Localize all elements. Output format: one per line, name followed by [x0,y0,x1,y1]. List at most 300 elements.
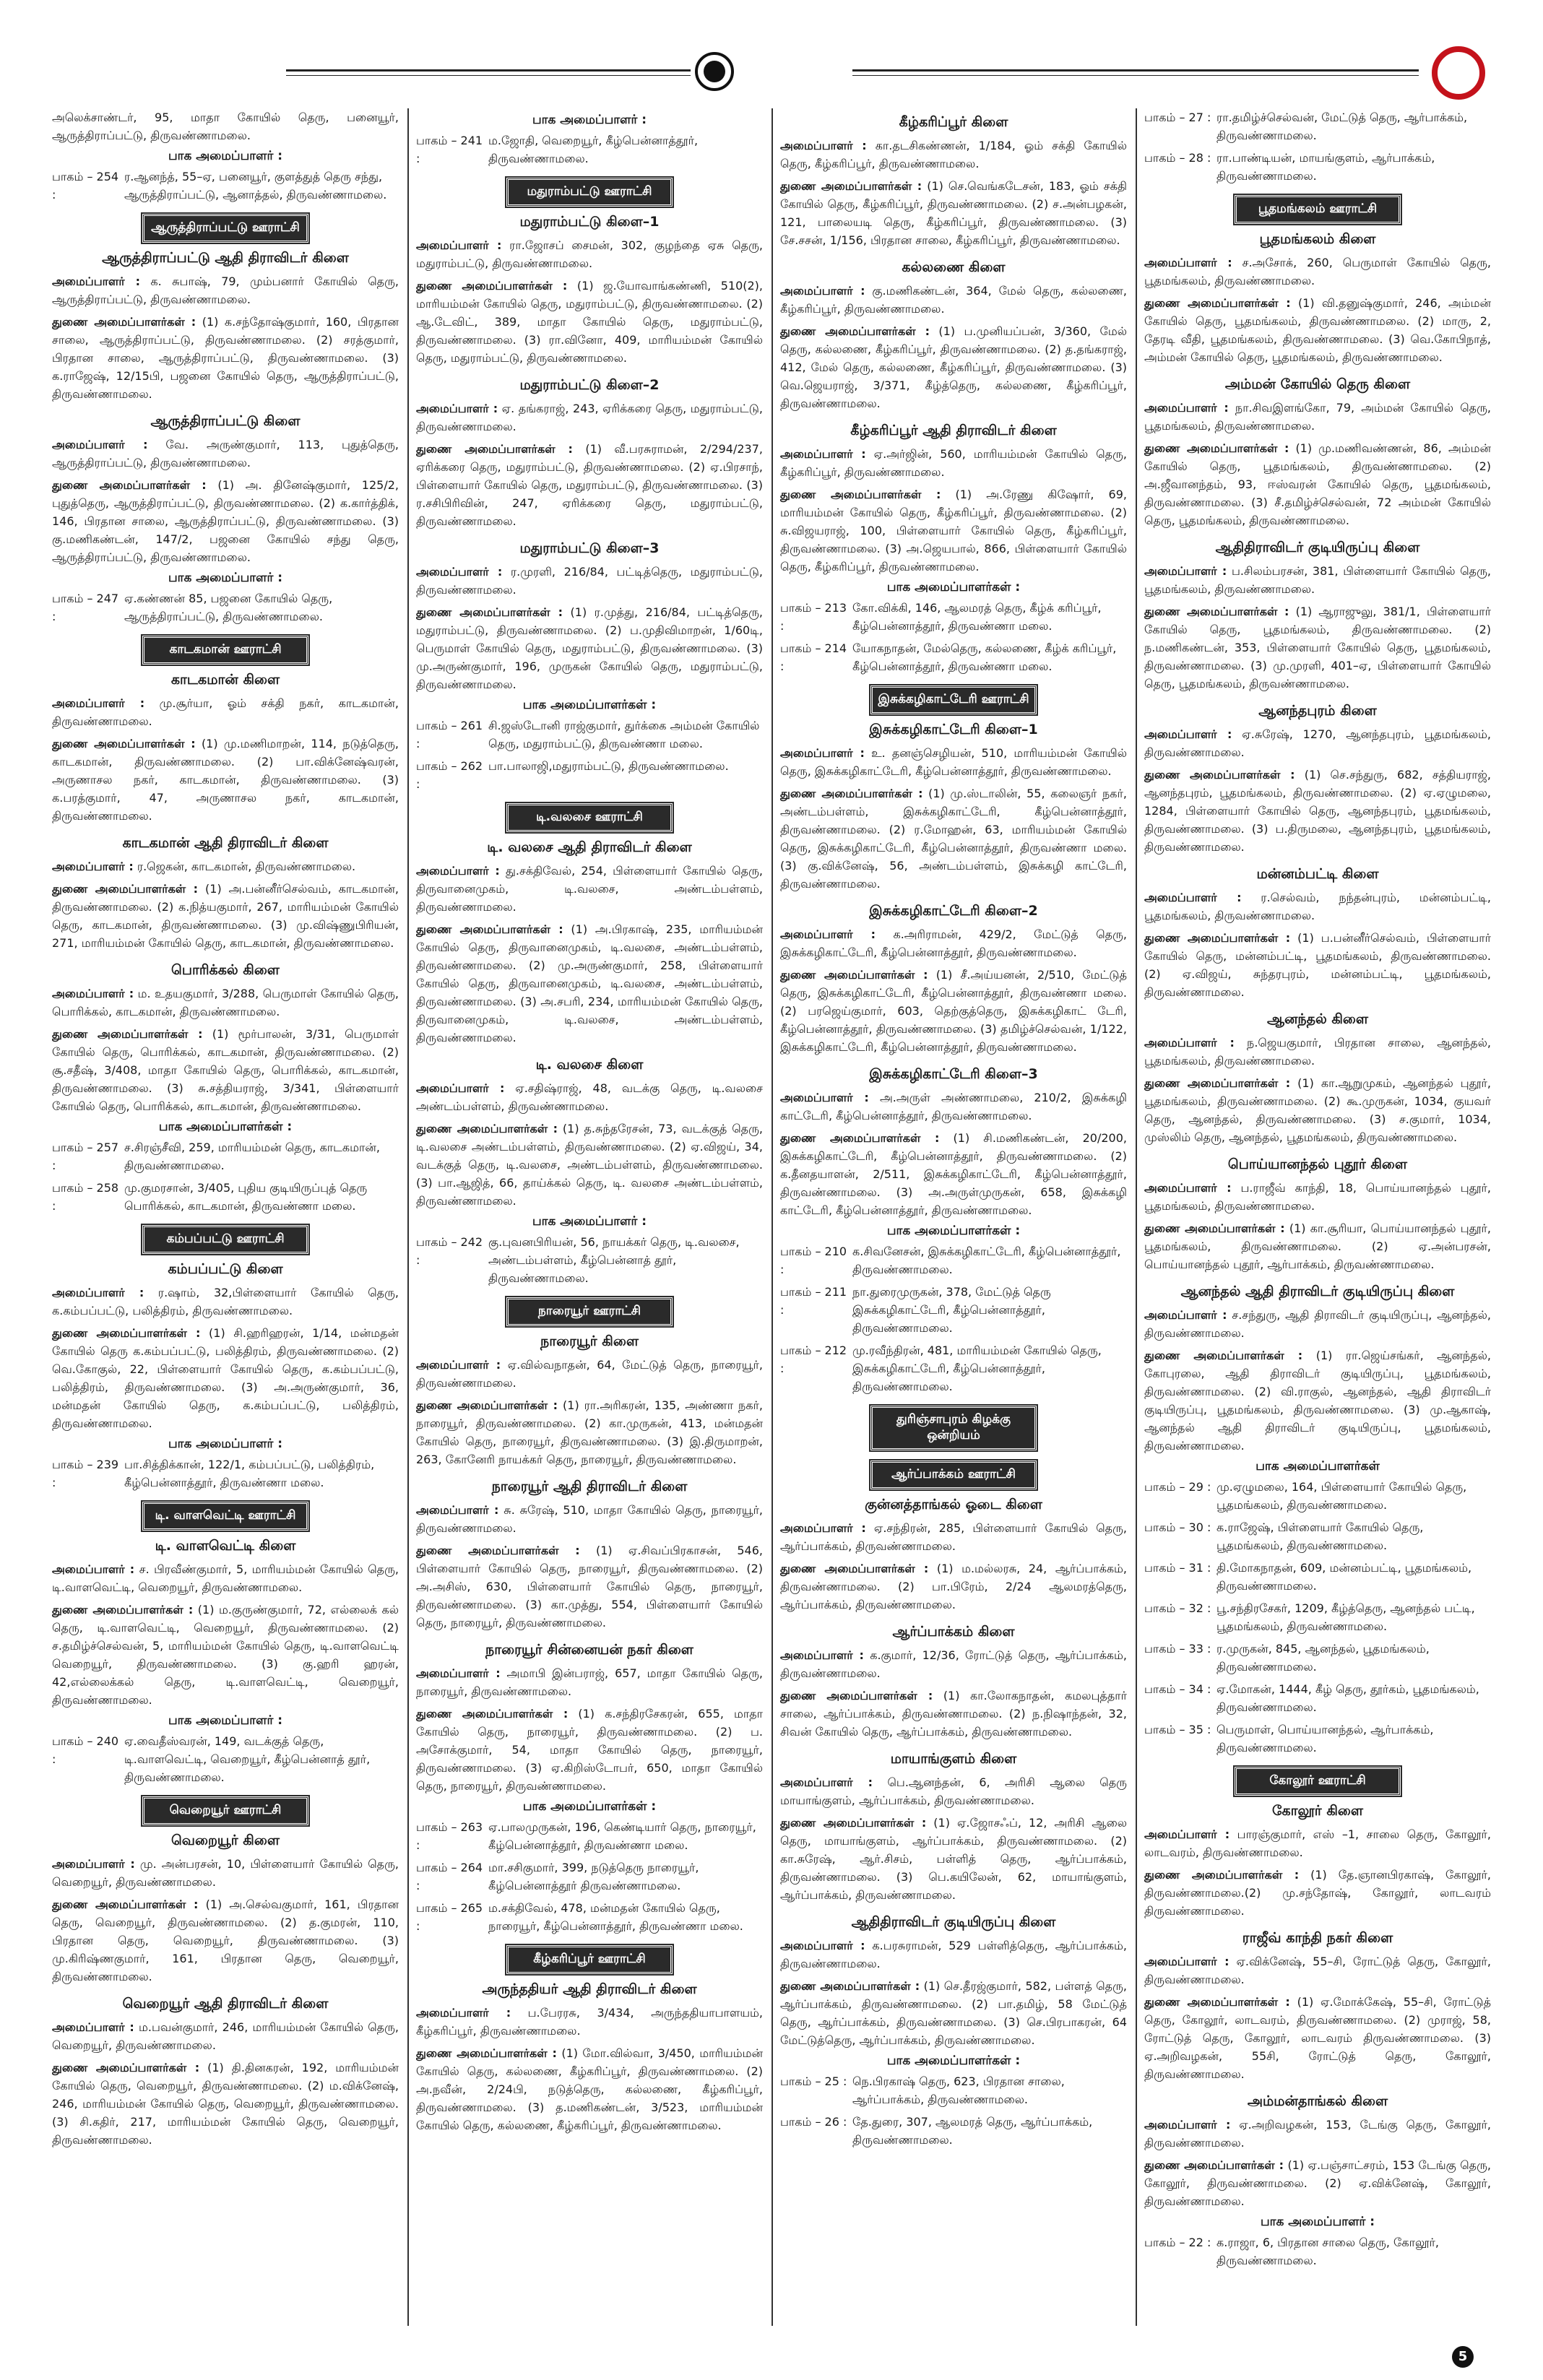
role-label: அமைப்பாளர் : [416,402,498,415]
member-text: ப.பேரரசு, 3/434, அருந்ததியாபாளயம், கீழ்கரிப்பூர், திருவண்ணாமலை. [416,2006,763,2038]
role-label: துணை அமைப்பாளர்கள் : [416,605,563,619]
branch-heading: ராஜீவ் காந்தி நகர் கிளை [1242,1930,1393,1946]
booth-number: பாகம் – 31 : [1144,1561,1211,1575]
column-divider [1136,108,1137,2326]
role-label: அமைப்பாளர் : [416,1666,501,1680]
role-label: அமைப்பாளர் : [780,1775,873,1789]
branch-heading: நாரையூர் கிளை [540,1333,639,1349]
branch-heading: காடகமான் ஆதி திராவிடர் கிளை [122,835,329,851]
booth-detail: பூ.சந்திரசேகர், 1209, கீழ்த்தெரு, ஆனந்தல் பட்டி, பூதமங்கலம், திருவண்ணாமலை. [1216,1601,1475,1633]
member-entry [1144,1219,1491,1273]
panchayat-banner: ஆருத்திராப்பட்டு ஊராட்சி [142,214,308,243]
booth-number: பாகம் – 33 : [1144,1642,1211,1656]
branch-section [52,108,399,204]
member-entry [780,485,1127,576]
branch-section [1144,195,1491,366]
member-text: அமாபி இன்பராஜ், 657, மாதா கோயில் தெரு, நாரையூர், திருவண்ணாமலை. [416,1666,763,1698]
role-label: துணை அமைப்பாளர்கள் : [780,324,930,338]
member-text: (1) அ.பன்னீர்செல்வம், காடகமான், திருவண்ணாமலை. (2) க.நித்யகுமார், 267, மாரியம்மன் கோயில் தெரு, காடகமான், திருவண்ணாமலை. (3) மு.விஷ்ணுபிரியன், 271, மாரியம்மன் கோயில் தெரு, காடகமான், திருவண்ணாமலை. [52,882,399,950]
role-label: அமைப்பாளர் : [416,238,502,252]
booth-heading: பாக அமைப்பாளர்கள் : [522,1799,657,1814]
member-entry [52,880,399,952]
branch-heading: ஆர்ப்பாக்கம் கிளை [892,1624,1015,1640]
role-label: துணை அமைப்பாளர்கள் : [416,442,573,456]
branch-section [1144,1156,1491,1273]
member-entry [52,2059,399,2149]
member-text: (1) தே.ஞானபிரகாஷ், கோலூர், திருவண்ணாமலை.(2) மு.சந்தோஷ், கோலூர், லாடவரம் திருவண்ணாமலை. [1144,1868,1491,1918]
booth-detail: தே.துரை, 307, ஆலமரத் தெரு, ஆர்ப்பாக்கம், திருவண்ணாமலை. [852,2115,1093,2147]
booth-detail: நா.துரைமுருகன், 378, மேட்டுத் தெரு இசுக்கழிகாட்டேரி, கீழ்பென்னாத்தூர், திருவண்ணாமலை. [852,1285,1051,1335]
corner-circle-icon [1432,46,1485,100]
branch-section [780,903,1127,1056]
booth-heading: பாக அமைப்பாளர் : [168,149,283,163]
member-entry [1144,1034,1491,1070]
branch-section [52,214,399,403]
member-text: (1) ஜ.யோவாங்கண்ணி, 510(2), மாரியம்மன் கோயில் தெரு, மதுராம்பட்டு, திருவண்ணாமலை. (2) ஆ.டேவிட், 389, மாதா கோயில் தெரு, மதுராம்பட்டு, திருவண்ணாமலை. (3) ரா.வினோ, 409, மாரியம்மன் கோயில் தெரு, மதுராம்பட்டு, திருவண்ணாமலை. [416,279,763,365]
article-columns [52,108,1491,2326]
column-divider [407,108,409,2326]
column-divider [772,108,773,2326]
role-label: துணை அமைப்பாளர்கள் : [780,1131,940,1145]
booth-row [416,131,763,168]
booth-detail: கு.புவனபிரியன், 56, நாயக்கர் தெரு, டி.வலசை, அண்டம்பள்ளம், கீழ்பென்னாத் தூர், திருவண்ணாமலை. [488,1235,740,1285]
branch-section [1144,703,1491,856]
member-text: கு.மணிகண்டன், 364, மேல் தெரு, கல்லணை, கீழ்கரிப்பூர், திருவண்ணாமலை. [780,284,1127,316]
member-text: (1) ர.முத்து, 216/84, பட்டித்தெரு, மதுராம்பட்டு, திருவண்ணாமலை. (2) ப.முதிவிமாறன், 1/60டி, பெருமாள் கோயில் தெரு, மதுராம்பட்டு, திருவண்ணாமலை. (3) மு.அருண்குமார், 196, முருகன் கோயில் தெரு, மதுராம்பட்டு, திருவண்ணாமலை. [416,605,763,691]
branch-heading: கீழ்கரிப்பூர் ஆதி திராவிடர் கிளை [850,423,1057,438]
role-label: துணை அமைப்பாளர்கள் : [416,922,563,936]
member-entry [416,440,763,530]
role-label: அமைப்பாளர் : [416,864,500,878]
role-label: அமைப்பாளர் : [52,274,141,288]
member-entry [780,137,1127,173]
member-entry [416,1705,763,1795]
member-entry [780,744,1127,780]
column-3 [780,108,1127,2326]
booth-row [52,1732,399,1786]
branch-section [780,685,1127,893]
branch-heading: பொரிக்கல் கிளை [171,962,280,978]
booth-row [416,757,763,793]
member-text: நா.சிவஇளங்கோ, 79, அம்மன் கோயில் தெரு, பூதமங்கலம், திருவண்ணாமலை. [1144,401,1491,433]
role-label: துணை அமைப்பாளர்கள் : [1144,1995,1290,2009]
member-entry [780,1687,1127,1741]
role-label: துணை அமைப்பாளர்கள் : [780,488,941,501]
role-label: துணை அமைப்பாளர்கள் : [780,1816,927,1830]
member-entry [52,436,399,472]
member-text: (1) தி.தினகரன், 192, மாரியம்மன் கோயில் தெரு, வெறையூர், திருவண்ணாமலை. (2) ம.விக்னேஷ், 246, மாரியம்மன் கோயில் தெரு, வெறையூர், திருவண்ணாமலை. (3) சி.கதிர், 217, மாரியம்மன் கோயில் தெரு, வெறையூர், திருவண்ணாமலை. [52,2061,399,2147]
role-label: அமைப்பாளர் : [52,1286,144,1299]
member-text: பெ.ஆனந்தன், 6, அரிசி ஆலை தெரு மாயாங்குளம், ஆர்ப்பாக்கம், திருவண்ணாமலை. [780,1775,1127,1807]
branch-section [1144,866,1491,1001]
role-label: அமைப்பாளர் : [1144,401,1229,415]
booth-heading: பாக அமைப்பாளர்கள் : [886,1224,1021,1238]
booth-row [1144,1599,1491,1635]
booth-row [416,717,763,753]
role-label: துணை அமைப்பாளர்கள் : [52,1603,194,1617]
branch-section [780,423,1127,675]
member-entry [1144,2156,1491,2210]
booth-number: பாகம் – 27 : [1144,111,1211,124]
booth-row [780,2072,1127,2108]
member-text: (1) கா.ஆறுமுகம், ஆனந்தல் புதூர், பூதமங்கலம், திருவண்ணாமலை. (2) கூ.முருகன், 1034, குயவர் தெரு, ஆனந்தல், திருவண்ணாமலை. (3) ச.குமார், 1034, முஸ்லிம் தெரு, ஆனந்தல், பூதமங்கலம், திருவண்ணாமலை. [1144,1076,1491,1144]
booth-row [416,1858,763,1895]
member-entry [1144,888,1491,925]
member-text: (1) ப.பன்னீர்செல்வம், பிள்ளையார் கோயில் தெரு, மன்னம்பட்டி, பூதமங்கலம், திருவண்ணாமலை. (2) ஏ.விஜய், சுந்தரபுரம், மன்னம்பட்டி, பூதமங்கலம், திருவண்ணாமலை. [1144,931,1491,999]
member-entry [780,1129,1127,1219]
role-label: அமைப்பாளர் : [52,860,134,873]
role-label: துணை அமைப்பாளர்கள் : [416,2046,557,2060]
member-text: ர.செல்வம், நந்தன்புரம், மன்னம்பட்டி, பூதமங்கலம், திருவண்ணாமலை. [1144,891,1491,922]
role-label: துணை அமைப்பாளர்கள் : [1144,296,1291,310]
role-label: அமைப்பாளர் : [52,696,145,710]
booth-number: பாகம் – 257 : [52,1141,119,1172]
role-label: அமைப்பாளர் : [780,1521,866,1535]
header-rule-right [852,69,1419,72]
member-entry [52,272,399,308]
branch-heading: வெறையூர் ஆதி திராவிடர் கிளை [122,1996,329,2012]
member-entry [1144,439,1491,529]
branch-heading: மதுராம்பட்டு கிளை–2 [519,377,660,393]
member-text: ஏ. தங்கராஜ், 243, ஏரிக்கரை தெரு, மதுராம்பட்டு, திருவண்ணாமலை. [416,402,763,433]
member-entry [416,236,763,272]
role-label: துணை அமைப்பாளர்கள் : [1144,605,1289,618]
member-text: ஏ.சந்திரன், 285, பிள்ளையார் கோயில் தெரு, ஆர்ப்பாக்கம், திருவண்ணாமலை. [780,1521,1127,1553]
panchayat-banner: காடகமான் ஊராட்சி [142,636,308,665]
role-label: துணை அமைப்பாளர்கள் : [416,1544,580,1557]
role-label: அமைப்பாளர் : [416,1503,499,1517]
role-label: துணை அமைப்பாளர்கள் : [780,179,922,193]
branch-section [1144,376,1491,529]
role-label: அமைப்பாளர் : [780,1939,865,1952]
branch-section [780,1751,1127,1904]
member-text: (1) ஏ.சிவப்பிரகாசன், 546, பிள்ளையார் கோயில் தெரு, நாரையூர், திருவண்ணாமலை. (2) அ.அசிஸ், 630, பிள்ளையார் கோயில் தெரு, நாரையூர், திருவண்ணாமலை. (3) கா.முத்து, 554, பிள்ளையார் கோயில் தெரு, நாரையூர், திருவண்ணாமலை. [416,1544,763,1630]
member-entry [780,784,1127,893]
member-entry [416,1501,763,1537]
role-label: துணை அமைப்பாளர்கள் : [52,737,196,750]
member-text: ஏ.அறிவழகன், 153, டேங்கு தெரு, கோலூர், திருவண்ணாமலை. [1144,2118,1491,2150]
booth-detail: ஏ.மோகன், 1444, கீழ் தெரு, தூர்கம், பூதமங்கலம், திருவண்ணாமலை. [1216,1682,1479,1714]
branch-heading: குன்னத்தாங்கல் ஓடை கிளை [865,1497,1042,1513]
branch-section [416,1297,763,1468]
branch-heading: இசுக்கழிகாட்டேரி கிளை–2 [869,903,1038,919]
panchayat-banner: நாரையூர் ஊராட்சி [506,1297,673,1326]
branch-section [780,1461,1127,1614]
role-label: துணை அமைப்பாளர்கள் : [52,1326,201,1340]
booth-row [1144,1721,1491,1757]
booth-heading: பாக அமைப்பாளர் : [532,113,647,127]
branch-heading: மாயாங்குளம் கிளை [890,1751,1017,1767]
member-entry [416,1664,763,1700]
booth-number: பாகம் – 261 : [416,719,483,750]
role-label: அமைப்பாளர் : [780,284,865,298]
member-entry [1144,294,1491,366]
branch-heading: அருந்ததியர் ஆதி திராவிடர் கிளை [482,1981,697,1997]
member-text: (1) மு.மணிவண்ணன், 86, அம்மன் கோயில் தெரு, பூதமங்கலம், திருவண்ணாமலை. (2) அ.ஜீவானந்தம், 93, ஈஸ்வரன் கோயில் தெரு, பூதமங்கலம், திருவண்ணாமலை. (3) சீ.தமிழ்ச்செல்வன், 72 அம்மன் கோயில் தெரு, பூதமங்கலம், திருவண்ணாமலை. [1144,441,1491,527]
branch-section [416,540,763,793]
role-label: அமைப்பாளர் : [1144,891,1242,904]
role-label: துணை அமைப்பாளர்கள் : [52,882,199,896]
member-text: க. சுபாஷ், 79, மும்பனார் கோயில் தெரு, ஆருத்திராப்பட்டு, திருவண்ணாமலை. [52,274,399,306]
panchayat-banner: டி. வாளவெட்டி ஊராட்சி [142,1502,308,1531]
member-text: ம. உதயகுமார், 3/288, பெருமாள் கோயில் தெரு, பொரிக்கல், காடகமான், திருவண்ணாமலை. [52,987,399,1018]
branch-heading: கம்பப்பட்டு கிளை [168,1261,283,1277]
branch-section [780,1066,1127,1395]
role-label: துணை அமைப்பாளர்கள் : [52,1027,203,1041]
member-text: அ.அருள் அண்ணாமலை, 210/2, இசுக்கழி காட்டேரி, கீழ்பென்னாத்தூர், திருவண்ணாமலை. [780,1091,1127,1122]
booth-heading: பாக அமைப்பாளர்கள் : [886,580,1021,594]
branch-heading: ஆனந்தல் ஆதி திராவிடர் குடியிருப்பு கிளை [1180,1284,1455,1299]
panchayat-banner: துரிஞ்சாபுரம் கிழக்கு ஒன்றியம் [870,1406,1037,1450]
branch-heading: கோலூர் கிளை [1271,1803,1364,1819]
role-label: அமைப்பாளர் : [780,139,867,152]
booth-detail: ர.ஆனந்த், 55–ஏ, பனையூர், குளத்துத் தெரு சந்து, ஆருத்திராப்பட்டு, ஆனாத்தல், திருவண்ணாமலை. [124,170,387,202]
member-entry [52,1324,399,1432]
member-entry [416,1541,763,1632]
member-text: க.பரசுராமன், 529 பள்ளித்தெரு, ஆர்ப்பாக்கம், திருவண்ணாமலை. [780,1939,1127,1970]
branch-section [52,1225,399,1492]
role-label: அமைப்பாளர் : [52,1562,135,1576]
member-text: ர.ஷாம், 32,பிள்ளையார் கோயில் தெரு, க.கம்பப்பட்டு, பலித்திரம், திருவண்ணாமலை. [52,1286,399,1317]
booth-row [52,1138,399,1174]
role-label: துணை அமைப்பாளர்கள் : [1144,441,1289,455]
booth-detail: ஏ.வைதீஸ்வரன், 149, வடக்குத் தெரு, டி.வாளவெட்டி, வெறையூர், கீழ்பென்னாத் தூர், திருவண்ணாமலை. [124,1734,371,1784]
booth-number: பாகம் – 258 : [52,1181,119,1213]
branch-heading: பூதமங்கலம் கிளை [1259,231,1376,247]
booth-detail: க.ராஜா, 6, பிரதான சாலை தெரு, கோலூர், திருவண்ணாமலை. [1216,2236,1439,2267]
member-text: ச.சந்துரு, ஆதி திராவிடர் குடியிருப்பு, ஆனந்தல், திருவண்ணாமலை. [1144,1308,1491,1340]
branch-section [416,178,763,367]
panchayat-banner: கோலூர் ஊராட்சி [1235,1767,1401,1796]
member-text: (1) அ.ரேணு கிஷோர், 69, மாரியம்மன் கோயில் தெரு, கீழ்கரிப்பூர், திருவண்ணாமலை. (2) சு.விஜயராஜ், 100, பிள்ளையார் கோயில் தெரு, கீழ்கரிப்பூர், திருவண்ணாமலை. (3) அ.ஜெயபால், 866, பிள்ளையார் கோயில் தெரு, கீழ்கரிப்பூர், திருவண்ணாமலை. [780,488,1127,574]
member-entry [52,735,399,825]
panchayat-banner: மதுராம்பட்டு ஊராட்சி [506,178,673,207]
branch-section [416,377,763,530]
role-label: அமைப்பாளர் : [52,1857,135,1871]
booth-detail: ச.சிரஞ்சீவி, 259, மாரியம்மன் தெரு, காடகமான், திருவண்ணாமலை. [124,1141,380,1172]
branch-heading: கீழ்கரிப்பூர் கிளை [899,114,1008,130]
branch-section [52,636,399,825]
role-label: அமைப்பாளர் : [780,1091,869,1104]
booth-heading: பாக அமைப்பாளர்கள் : [158,1120,293,1134]
role-label: துணை அமைப்பாளர்கள் : [780,1979,920,1993]
page-header [0,0,1543,116]
member-entry [52,694,399,730]
booth-heading: பாக அமைப்பாளர் : [168,1437,283,1451]
member-text: (1) ஏ.ஜோசஃப், 12, அரிசி ஆலை தெரு, மாயாங்குளம், ஆர்ப்பாக்கம், திருவண்ணாமலை. (2) கா.சுரேஷ், ஆர்.சிசம், பள்ளித் தெரு, ஆர்ப்பாக்கம், திருவண்ணாமலை. (3) பெ.கயிலேன், 62, மாயாங்குளம், ஆர்ப்பாக்கம், திருவண்ணாமலை. [780,1816,1127,1902]
member-entry [1144,1306,1491,1342]
branch-section [416,1945,763,2134]
booth-heading: பாக அமைப்பாளர்கள் : [886,2054,1021,2068]
member-text: (1) செ.வெங்கடேசன், 183, ஓம் சக்தி கோயில் தெரு, கீழ்கரிப்பூர், திருவண்ணாமலை. (2) ச.அன்பழகன், 121, பாலையடி தெரு, கீழ்கரிப்பூர், திருவண்ணாமலை. (3) சே.சசன், 1/156, பிரதான சாலை, கீழ்கரிப்பூர், திருவண்ணாமலை. [780,179,1127,247]
branch-heading: ஆதிதிராவிடர் குடியிருப்பு கிளை [851,1914,1056,1930]
member-text: ஏ.சதிஷ்ராஜ், 48, வடக்கு தெரு, டி.வலசை அண்டம்பள்ளம், திருவண்ணாமலை. [416,1081,763,1113]
member-text: (1) சீ.அய்யனன், 2/510, மேட்டுத் தெரு, இசுக்கழிகாட்டேரி, கீழ்பென்னாத்தூர், திருவண்ணா மலை. (2) பரஜெய்குமார், 603, தெற்குத்தெரு, இசுக்கழிகாட் டேரி, கீழ்பென்னாத்தூர், திருவண்ணாமலை. (3) தமிழ்ச்செல்வன், 1/122, இசுக்கழிகாட்டேரி, கீழ்பென்னாத்தூர், திருவண்ணாமலை. [780,968,1127,1054]
member-entry [780,1089,1127,1125]
member-text: (1) ஏ.பஞ்சாட்சரம், 153 டேங்கு தெரு, கோலூர், திருவண்ணாமலை. (2) ஏ.விக்னேஷ், கோலூர், திருவண்ணாமலை. [1144,2158,1491,2208]
role-label: அமைப்பாளர் : [416,1358,501,1372]
branch-section [1144,108,1491,185]
booth-row [52,168,399,204]
member-entry [1144,1179,1491,1215]
branch-heading: நாரையூர் ஆதி திராவிடர் கிளை [491,1479,688,1494]
booth-number: பாகம் – 212 : [780,1343,847,1375]
member-entry [52,1601,399,1709]
member-entry [1144,1952,1491,1989]
branch-heading: டி. வாளவெட்டி கிளை [155,1538,296,1554]
booth-detail: க.சிவனேசன், இசுக்கழிகாட்டேரி, கீழ்பென்னாத்தூர், திருவண்ணாமலை. [852,1245,1121,1276]
role-label: துணை அமைப்பாளர்கள் : [416,1707,569,1721]
member-entry [1144,1074,1491,1146]
booth-detail: ரா.தமிழ்ச்செல்வன், மேட்டுத் தெரு, ஆர்பாக்கம், திருவண்ணாமலை. [1216,111,1468,142]
branch-heading: வெறையூர் கிளை [171,1832,280,1848]
branch-section [1144,1767,1491,1920]
elephant-logo-icon [695,52,734,91]
member-entry [416,399,763,436]
member-entry [1144,562,1491,598]
role-label: துணை அமைப்பாளர்கள் : [52,1897,199,1911]
member-entry [1144,2116,1491,2152]
role-label: அமைப்பாளர் : [1144,2118,1231,2132]
member-text: சு. சுரேஷ், 510, மாதா கோயில் தெரு, நாரையூர், திருவண்ணாமலை. [416,1503,763,1535]
branch-heading: டி. வலசை கிளை [535,1057,644,1073]
member-entry [1144,1825,1491,1861]
member-entry [780,1814,1127,1904]
booth-heading: பாக அமைப்பாளர் : [168,571,283,585]
branch-heading: டி. வலசை ஆதி திராவிடர் கிளை [487,839,692,855]
booth-heading: பாக அமைப்பாளர்கள் : [522,698,657,712]
member-text: ம.பவன்குமார், 246, மாரியம்மன் கோயில் தெரு, வெறையூர், திருவண்ணாமலை. [52,2020,399,2052]
booth-heading: பாக அமைப்பாளர்கள் [1255,1459,1380,1474]
booth-detail: பா.பாலாஜி,மதுராம்பட்டு, திருவண்ணாமலை. [488,759,729,773]
branch-heading: மன்னம்பட்டி கிளை [1256,866,1379,882]
member-entry [780,177,1127,249]
member-entry [416,277,763,367]
column-2 [416,108,763,2326]
member-entry [416,920,763,1047]
booth-row [1144,108,1491,144]
booth-row [780,639,1127,675]
booth-number: பாகம் – 262 : [416,759,483,791]
booth-number: பாகம் – 214 : [780,641,847,673]
booth-row [780,599,1127,635]
booth-detail: சி.ஜஸ்டோனி ராஜ்குமார், துர்க்கை அம்மன் கோயில் தெரு, மதுராம்பட்டு, திருவண்ணா மலை. [488,719,760,750]
booth-row [416,1818,763,1854]
member-text: மு. அன்பரசன், 10, பிள்ளையார் கோயில் தெரு, வெறையூர், திருவண்ணாமலை. [52,1857,399,1889]
booth-number: பாகம் – 25 : [780,2074,847,2088]
booth-row [1144,149,1491,185]
booth-number: பாகம் – 35 : [1144,1723,1211,1736]
member-entry [1144,1346,1491,1455]
member-entry [416,2044,763,2134]
booth-row [416,1233,763,1287]
member-text: (1) க.சந்தோஷ்குமார், 160, பிரதான சாலை, ஆருத்திராப்பட்டு, திருவண்ணாமலை. (2) சரத்குமார், பிரதான சாலை, ஆருத்திராப்பட்டு, திருவண்ணாமலை. (3) க.ராஜேஷ், 12/15பி, பஜனை கோயில் தெரு, ஆருத்திராப்பட்டு, திருவண்ணாமலை. [52,315,399,401]
role-label: துணை அமைப்பாளர்கள் : [1144,768,1295,782]
role-label: துணை அமைப்பாளர்கள் : [1144,1349,1303,1362]
member-entry [52,1284,399,1320]
member-entry [52,476,399,566]
panchayat-banner: வெறையூர் ஊராட்சி [142,1796,308,1825]
role-label: அமைப்பாளர் : [52,987,134,1000]
branch-section [52,1996,399,2149]
panchayat-banner: இசுக்கழிகாட்டேரி ஊராட்சி [870,685,1037,714]
branch-heading: பொய்யானந்தல் புதூர் கிளை [1227,1156,1408,1172]
role-label: அமைப்பாளர் : [1144,1036,1235,1050]
branch-section [52,962,399,1215]
member-entry [780,282,1127,318]
member-text: (1) த.சுந்தரேசன், 73, வடக்குத் தெரு, டி.வலசை அண்டம்பள்ளம், திருவண்ணாமலை. (2) ஏ.விஜய், 34, வடக்குத் தெரு, டி.வலசை, அண்டம்பள்ளம், திருவண்ணாமலை. (3) பா.ஆஜித், 66, தாய்க்கல் தெரு, டி. வலசை அண்டம்பள்ளம், திருவண்ணாமலை. [416,1122,763,1208]
branch-section [52,1502,399,1786]
role-label: அமைப்பாளர் : [416,565,503,579]
member-text: (1) மு.மணிமாறன், 114, நடுத்தெரு, காடகமான், திருவண்ணாமலை. (2) பா.விக்னேஷ்வரன், அருணாசல நகர், காடகமான், திருவண்ணாமலை. (3) க.பரத்குமார், 47, அருணாசல நகர், காடகமான், திருவண்ணாமலை. [52,737,399,823]
role-label: அமைப்பாளர் : [780,447,866,461]
header-rule-left-thin [286,75,691,76]
member-entry [52,1025,399,1115]
branch-heading: ஆதிதிராவிடர் குடியிருப்பு கிளை [1215,540,1420,555]
booth-row [1144,1640,1491,1676]
member-text: (1) ஆராஜுலு, 381/1, பிள்ளையார் கோயில் தெரு, பூதமங்கலம், திருவண்ணாமலை. (2) ந.மணிகண்டன், 353, பிள்ளையார் கோயில் தெரு, பூதமங்கலம், திருவண்ணாமலை. (3) மு.முரளி, 401–ஏ, பிள்ளையார் கோயில் தெரு, பூதமங்கலம், திருவண்ணாமலை. [1144,605,1491,691]
role-label: துணை அமைப்பாளர்கள் : [416,1122,558,1135]
member-text: ப.சிலம்பரசன், 381, பிள்ளையார் கோயில் தெரு, பூதமங்கலம், திருவண்ணாமலை. [1144,564,1491,596]
member-text: உ. தனஞ்செழியன், 510, மாரியம்மன் கோயில் தெரு, இசுக்கழிகாட்டேரி, கீழ்பென்னாத்தூர், திருவண்ணாமலை. [780,746,1127,778]
booth-number: பாகம் – 240 : [52,1734,119,1766]
branch-section [1144,1284,1491,1757]
member-text: (1) ஏ.மோக்கேஷ், 55–சி, ரோட்டுத் தெரு, கோலூர், லாடவரம், திருவண்ணாமலை. (2) முராஜ், 58, ரோட்டுத் தெரு, கோலூர், லாடவரம் திருவண்ணாமலை. (3) ஏ.அறிவழகன், 55சி, ரோட்டுத் தெரு, கோலூர், திருவண்ணாமலை. [1144,1995,1491,2081]
page-number: 5 [1452,2346,1474,2368]
branch-section [416,1479,763,1632]
role-label: அமைப்பாளர் : [780,927,876,941]
column-4 [1144,108,1491,2326]
role-label: அமைப்பாளர் : [1144,1955,1229,1968]
branch-section [780,1914,1127,2149]
member-entry [1144,254,1491,290]
booth-heading: பாக அமைப்பாளர் : [168,1713,283,1728]
branch-heading: நாரையூர் சின்னையன் நகர் கிளை [485,1642,693,1658]
role-label: அமைப்பாளர் : [416,2006,511,2020]
member-entry [780,925,1127,961]
member-text: ப.ராஜீவ் காந்தி, 18, பொய்யானந்தல் புதூர், பூதமங்கலம், திருவண்ணாமலை. [1144,1181,1491,1213]
member-entry [1144,399,1491,435]
booth-row [52,1179,399,1215]
branch-section [1144,1930,1491,2083]
member-entry [416,1079,763,1115]
panchayat-banner: கம்பப்பட்டு ஊராட்சி [142,1225,308,1254]
member-entry [1144,766,1491,856]
branch-section [1144,2093,1491,2269]
member-text: ர.முரளி, 216/84, பட்டித்தெரு, மதுராம்பட்டு, திருவண்ணாமலை. [416,565,763,597]
booth-row [780,2113,1127,2149]
branch-heading: ஆருத்திராப்பட்டு ஆதி திராவிடர் கிளை [102,250,349,266]
booth-heading: பாக அமைப்பாளர் : [1260,2215,1375,2229]
booth-row [780,1283,1127,1337]
member-entry [780,1937,1127,1973]
member-entry [52,985,399,1021]
member-entry [52,1855,399,1891]
branch-heading: ஆனந்தல் கிளை [1266,1011,1369,1027]
booth-heading: பாக அமைப்பாளர் : [532,1214,647,1229]
role-label: துணை அமைப்பாளர்கள் : [416,279,568,293]
role-label: அமைப்பாளர் : [1144,564,1227,578]
booth-detail: யோகநாதன், மேல்தெரு, கல்லணை, கீழ்க் கரிப்பூர், கீழ்பென்னாத்தூர், திருவண்ணா மலை. [852,641,1117,673]
member-entry [52,2018,399,2054]
branch-section [416,1057,763,1287]
branch-heading: மதுராம்பட்டு கிளை–3 [519,540,660,556]
booth-number: பாகம் – 247 : [52,592,119,623]
member-text: (1) ம.குருண்குமார், 72, எல்லைக் கல் தெரு, டி.வாளவெட்டி, வெறையூர், திருவண்ணாமலை. (2) ச.தமிழ்ச்செல்வன், 5, மாரியம்மன் கோயில் தெரு, டி.வாளவெட்டி வெறையூர், திருவண்ணாமலை. (3) கு.ஹரி ஹரன், 42,எல்லைக்கல் தெரு, டி.வாளவெட்டி, வெறையூர், திருவண்ணாமலை. [52,1603,399,1707]
booth-detail: மு.ரவீந்திரன், 481, மாரியம்மன் கோயில் தெரு, இசுக்கழிகாட்டேரி, கீழ்பென்னாத்தூர், திருவண்ணாமலை. [852,1343,1102,1393]
member-text: ச.அசோக், 260, பெருமாள் கோயில் தெரு, பூதமங்கலம், திருவண்ணாமலை. [1144,256,1491,287]
member-text: (1) ரா.ஜெய்சங்கர், ஆனந்தல், கோபுரலை, ஆதி திராவிடர் குடியிருப்பு, பூதமங்கலம், திருவண்ணாமலை. (2) வி.ராகுல், ஆனந்தல், ஆதி திராவிடர் குடியிருப்பு, பூதமங்கலம், திருவண்ணாமலை. (3) மு.ஆகாஷ், ஆனந்தல் ஆதி திராவிடர் குடியிருப்பு, பூதமங்கலம், திருவண்ணாமலை. [1144,1349,1491,1453]
